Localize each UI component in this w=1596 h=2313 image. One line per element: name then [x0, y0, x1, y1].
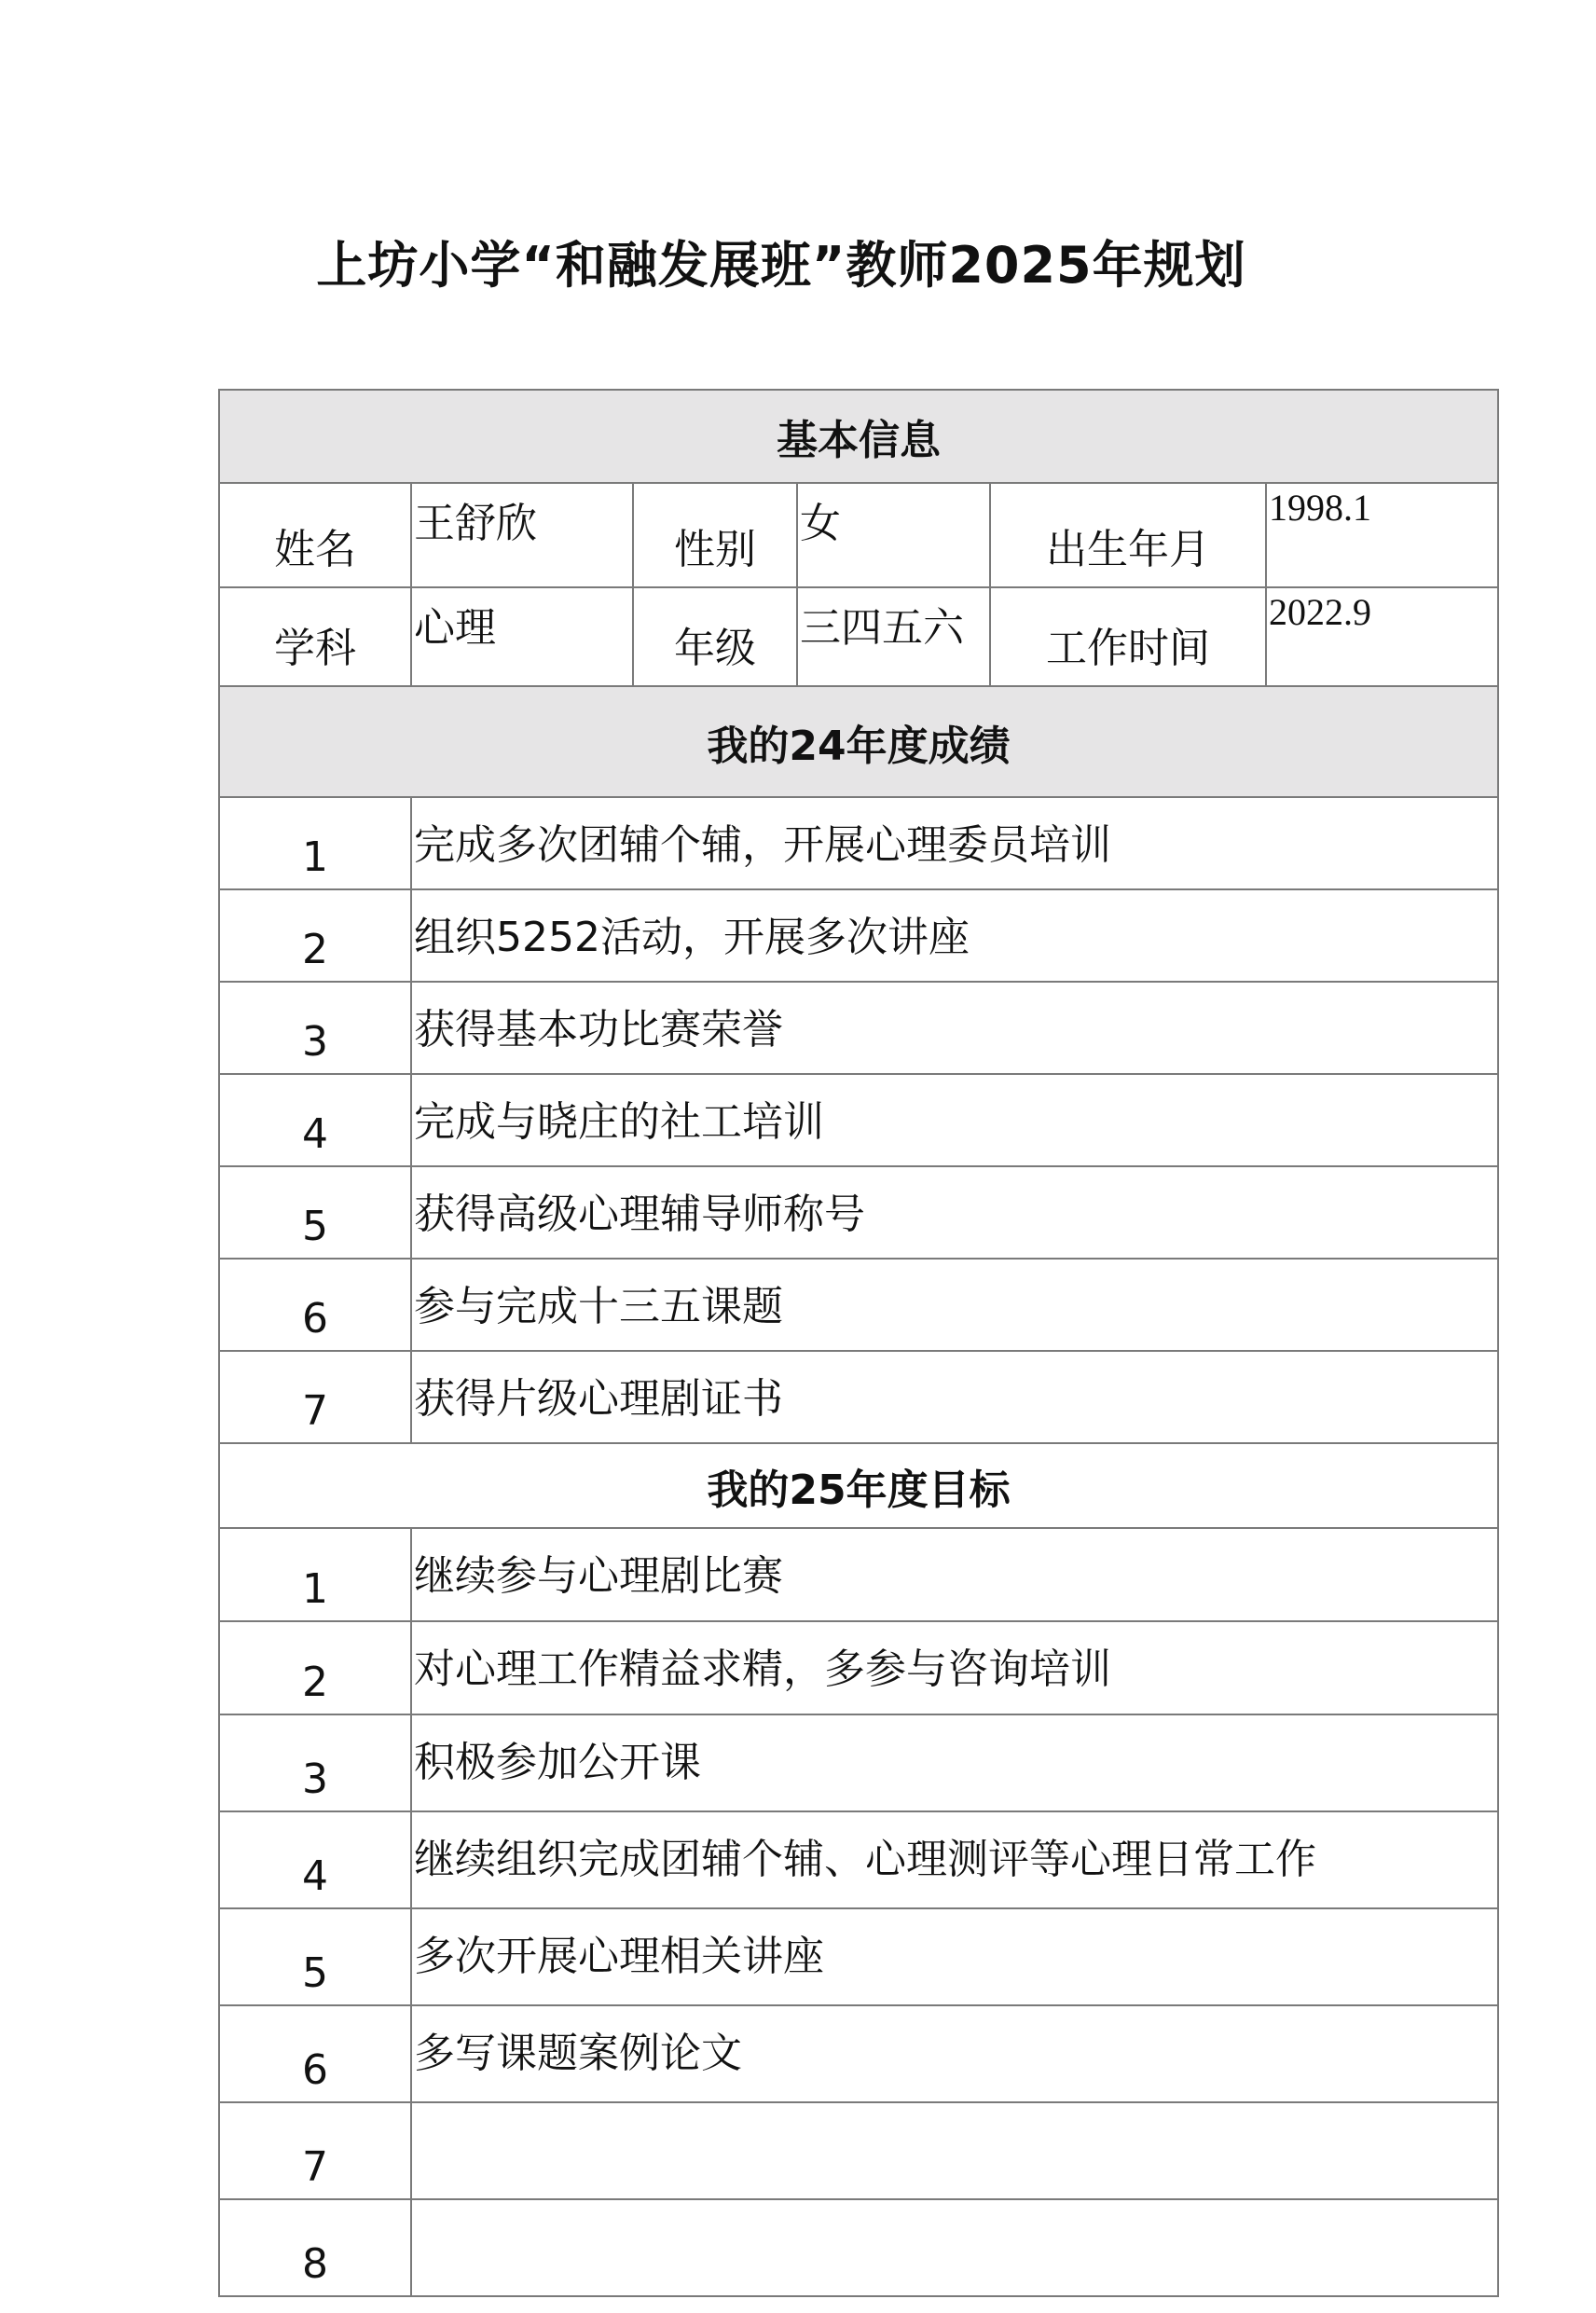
- goal-text[interactable]: 继续组织完成团辅个辅、心理测评等心理日常工作: [411, 1811, 1498, 1908]
- achievement-text[interactable]: 完成多次团辅个辅，开展心理委员培训: [411, 797, 1498, 889]
- basic-row-2: [219, 587, 1498, 686]
- goal-row: [219, 2199, 1498, 2296]
- goal-number: 3: [219, 1714, 411, 1811]
- basic-row-1: [219, 483, 1498, 587]
- goal-number: 6: [219, 2005, 411, 2102]
- work-label: 工作时间: [990, 587, 1266, 686]
- goal-number: 7: [219, 2102, 411, 2199]
- section-header-basic: [219, 390, 1498, 483]
- achievement-row: [219, 1074, 1498, 1166]
- goal-number: 2: [219, 1621, 411, 1714]
- achievement-row: [219, 1166, 1498, 1259]
- goal-row: [219, 1714, 1498, 1811]
- birth-value[interactable]: 1998.1: [1266, 483, 1498, 587]
- goal-number: 4: [219, 1811, 411, 1908]
- goal-row: [219, 1528, 1498, 1621]
- section-header-achievements: [219, 686, 1498, 797]
- grade-value[interactable]: 三四五六: [797, 587, 990, 686]
- subject-value[interactable]: 心理: [411, 587, 633, 686]
- gender-label: 性别: [633, 483, 797, 587]
- achievement-row: [219, 889, 1498, 982]
- achievement-number: 1: [219, 797, 411, 889]
- grade-label: 年级: [633, 587, 797, 686]
- plan-table: [218, 389, 1499, 2297]
- goal-text[interactable]: 对心理工作精益求精，多参与咨询培训: [411, 1621, 1498, 1714]
- achievement-text[interactable]: 参与完成十三五课题: [411, 1259, 1498, 1351]
- goal-row: [219, 1811, 1498, 1908]
- goal-text[interactable]: 多次开展心理相关讲座: [411, 1908, 1498, 2005]
- work-value[interactable]: 2022.9: [1266, 587, 1498, 686]
- achievement-number: 3: [219, 982, 411, 1074]
- goal-text[interactable]: [411, 2102, 1498, 2199]
- birth-label: 出生年月: [990, 483, 1266, 587]
- goal-row: [219, 1908, 1498, 2005]
- achievement-row: [219, 1351, 1498, 1443]
- goal-text[interactable]: 继续参与心理剧比赛: [411, 1528, 1498, 1621]
- name-label: 姓名: [219, 483, 411, 587]
- goal-number: 1: [219, 1528, 411, 1621]
- achievement-number: 4: [219, 1074, 411, 1166]
- achievement-number: 7: [219, 1351, 411, 1443]
- achievement-text[interactable]: 组织5252活动，开展多次讲座: [411, 889, 1498, 982]
- achievement-text[interactable]: 获得基本功比赛荣誉: [411, 982, 1498, 1074]
- goal-text[interactable]: [411, 2199, 1498, 2296]
- achievements-header: 我的24年度成绩: [219, 686, 1498, 797]
- goal-number: 5: [219, 1908, 411, 2005]
- goal-text[interactable]: 多写课题案例论文: [411, 2005, 1498, 2102]
- achievement-number: 2: [219, 889, 411, 982]
- goal-row: [219, 2102, 1498, 2199]
- achievement-text[interactable]: 获得高级心理辅导师称号: [411, 1166, 1498, 1259]
- basic-info-header: 基本信息: [219, 390, 1498, 483]
- goal-row: [219, 1621, 1498, 1714]
- achievement-row: [219, 1259, 1498, 1351]
- name-value[interactable]: 王舒欣: [411, 483, 633, 587]
- goals-header: 我的25年度目标: [219, 1443, 1498, 1528]
- subject-label: 学科: [219, 587, 411, 686]
- gender-value[interactable]: 女: [797, 483, 990, 587]
- achievement-number: 5: [219, 1166, 411, 1259]
- achievement-text[interactable]: 获得片级心理剧证书: [411, 1351, 1498, 1443]
- achievement-number: 6: [219, 1259, 411, 1351]
- goal-text[interactable]: 积极参加公开课: [411, 1714, 1498, 1811]
- goal-number: 8: [219, 2199, 411, 2296]
- goal-row: [219, 2005, 1498, 2102]
- achievement-row: [219, 982, 1498, 1074]
- page-title: 上坊小学“和融发展班”教师2025年规划: [316, 236, 1246, 295]
- achievement-row: [219, 797, 1498, 889]
- achievement-text[interactable]: 完成与晓庄的社工培训: [411, 1074, 1498, 1166]
- section-header-goals: [219, 1443, 1498, 1528]
